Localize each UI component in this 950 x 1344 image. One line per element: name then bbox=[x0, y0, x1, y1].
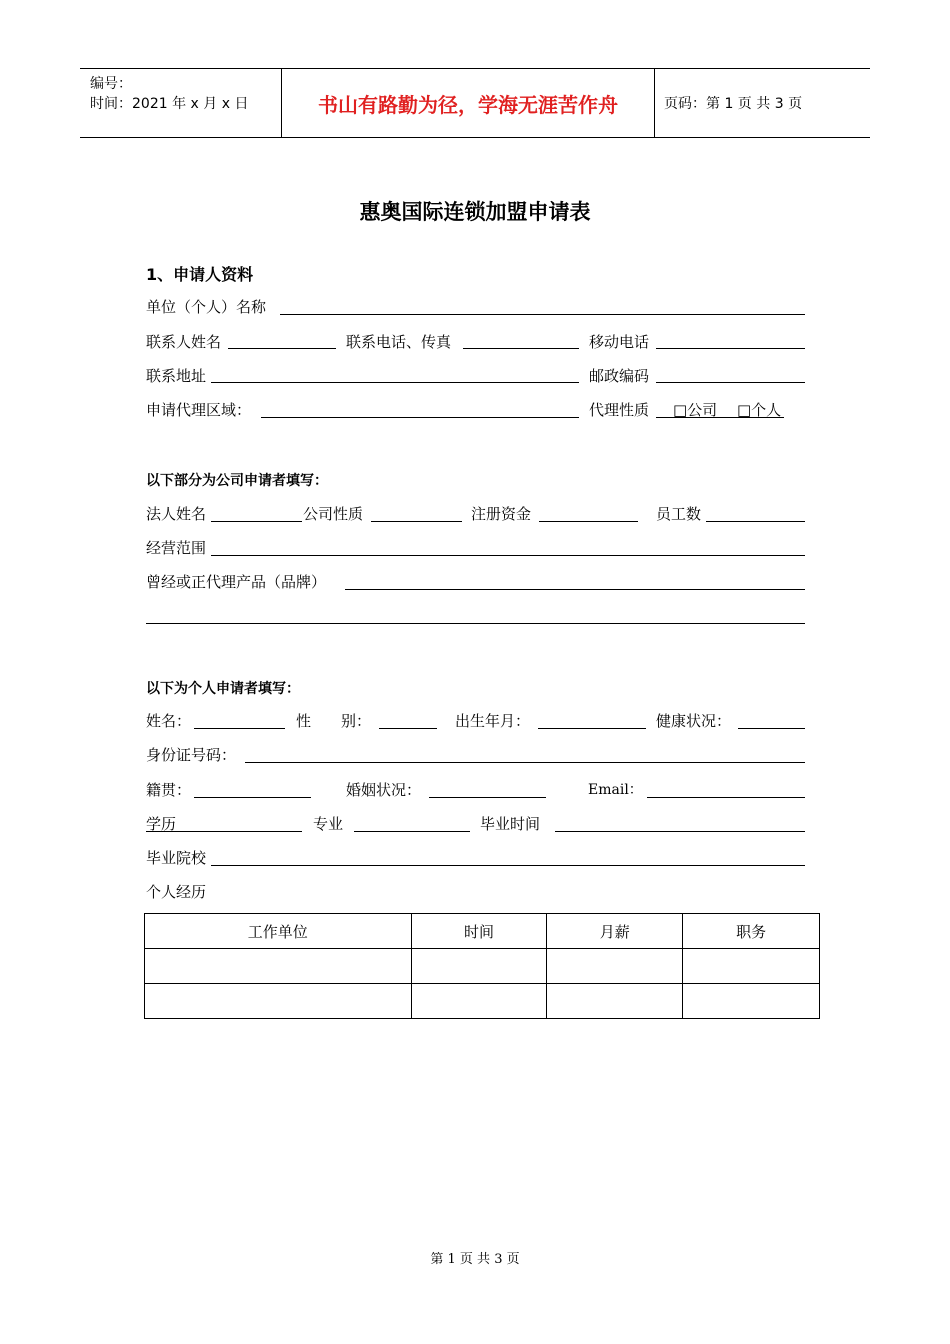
company-section-heading: 以下部分为公司申请者填写： bbox=[146, 473, 328, 489]
table-cell[interactable] bbox=[145, 984, 412, 1019]
header-page-info: 页码：第 1 页 共 3 页 bbox=[664, 96, 803, 112]
graduation-time-field[interactable] bbox=[555, 831, 805, 832]
native-place-label: 籍贯： bbox=[146, 781, 192, 799]
birth-label: 出生年月： bbox=[455, 712, 531, 730]
products-field-continued[interactable] bbox=[146, 623, 805, 624]
marital-status-field[interactable] bbox=[429, 797, 546, 798]
table-row bbox=[145, 984, 820, 1019]
region-label: 申请代理区域： bbox=[146, 401, 252, 419]
school-field[interactable] bbox=[211, 865, 805, 866]
legal-person-label: 法人姓名 bbox=[146, 505, 207, 523]
column-header-salary: 月薪 bbox=[547, 914, 683, 949]
name-field[interactable] bbox=[194, 728, 285, 729]
education-field[interactable] bbox=[146, 831, 302, 832]
table-cell[interactable] bbox=[683, 949, 820, 984]
gender-label: 性 别： bbox=[296, 712, 372, 730]
id-number-label: 身份证号码： bbox=[146, 746, 237, 764]
table-cell[interactable] bbox=[547, 949, 683, 984]
date-label: 时间：2021 年 x 月 x 日 bbox=[90, 96, 249, 112]
email-field[interactable] bbox=[647, 797, 805, 798]
postcode-field[interactable] bbox=[656, 382, 805, 383]
postcode-label: 邮政编码 bbox=[589, 367, 650, 385]
major-label: 专业 bbox=[313, 815, 344, 833]
code-label: 编号： bbox=[90, 76, 132, 92]
page-footer: 第 1 页 共 3 页 bbox=[430, 1252, 520, 1267]
table-header-row bbox=[145, 914, 820, 949]
unit-name-field[interactable] bbox=[280, 314, 805, 315]
marital-status-label: 婚姻状况： bbox=[346, 781, 422, 799]
header-meta bbox=[90, 74, 248, 114]
contact-name-label: 联系人姓名 bbox=[146, 333, 222, 351]
school-label: 毕业院校 bbox=[146, 849, 207, 867]
staff-field[interactable] bbox=[706, 521, 805, 522]
document-header bbox=[80, 68, 870, 138]
health-field[interactable] bbox=[738, 728, 805, 729]
table-cell[interactable] bbox=[547, 984, 683, 1019]
table-row bbox=[145, 949, 820, 984]
agent-type-label: 代理性质 bbox=[589, 401, 650, 419]
staff-label: 员工数 bbox=[656, 505, 702, 523]
table-cell[interactable] bbox=[145, 949, 412, 984]
id-number-field[interactable] bbox=[245, 762, 805, 763]
personal-section-heading: 以下为个人申请者填写： bbox=[146, 681, 300, 697]
legal-person-field[interactable] bbox=[211, 521, 302, 522]
phone-fax-field[interactable] bbox=[463, 348, 579, 349]
scope-field[interactable] bbox=[211, 555, 805, 556]
capital-label: 注册资金 bbox=[471, 505, 532, 523]
mobile-label: 移动电话 bbox=[589, 333, 650, 351]
address-field[interactable] bbox=[211, 382, 579, 383]
products-label: 曾经或正代理产品（品牌） bbox=[146, 573, 327, 591]
form-title: 惠奥国际连锁加盟申请表 bbox=[359, 200, 591, 224]
education-label: 学历 bbox=[146, 815, 177, 833]
mobile-field[interactable] bbox=[656, 348, 805, 349]
phone-fax-label: 联系电话、传真 bbox=[346, 333, 452, 351]
company-type-field[interactable] bbox=[371, 521, 462, 522]
table-cell[interactable] bbox=[411, 949, 547, 984]
capital-field[interactable] bbox=[539, 521, 638, 522]
column-header-employer: 工作单位 bbox=[145, 914, 412, 949]
contact-name-field[interactable] bbox=[228, 348, 336, 349]
section-heading: 1、申请人资料 bbox=[146, 265, 254, 284]
region-field[interactable] bbox=[261, 417, 579, 418]
products-field[interactable] bbox=[345, 589, 805, 590]
scope-label: 经营范围 bbox=[146, 539, 207, 557]
health-label: 健康状况： bbox=[656, 712, 732, 730]
table-cell[interactable] bbox=[411, 984, 547, 1019]
major-field[interactable] bbox=[354, 831, 470, 832]
header-motto: 书山有路勤为径，学海无涯苦作舟 bbox=[318, 92, 618, 117]
name-label: 姓名： bbox=[146, 712, 192, 730]
email-label: Email： bbox=[588, 782, 643, 798]
option-company-checkbox[interactable]: □公司 bbox=[673, 401, 718, 419]
company-type-label: 公司性质 bbox=[303, 505, 364, 523]
address-label: 联系地址 bbox=[146, 367, 207, 385]
column-header-period: 时间 bbox=[411, 914, 547, 949]
option-personal-checkbox[interactable]: □个人 bbox=[737, 401, 782, 419]
experience-label: 个人经历 bbox=[146, 883, 207, 901]
experience-table bbox=[144, 913, 820, 1019]
gender-field[interactable] bbox=[379, 728, 437, 729]
native-place-field[interactable] bbox=[194, 797, 311, 798]
header-divider bbox=[654, 69, 655, 137]
unit-name-label: 单位（个人）名称 bbox=[146, 298, 267, 316]
birth-field[interactable] bbox=[538, 728, 646, 729]
graduation-time-label: 毕业时间 bbox=[480, 815, 541, 833]
table-cell[interactable] bbox=[683, 984, 820, 1019]
column-header-position: 职务 bbox=[683, 914, 820, 949]
